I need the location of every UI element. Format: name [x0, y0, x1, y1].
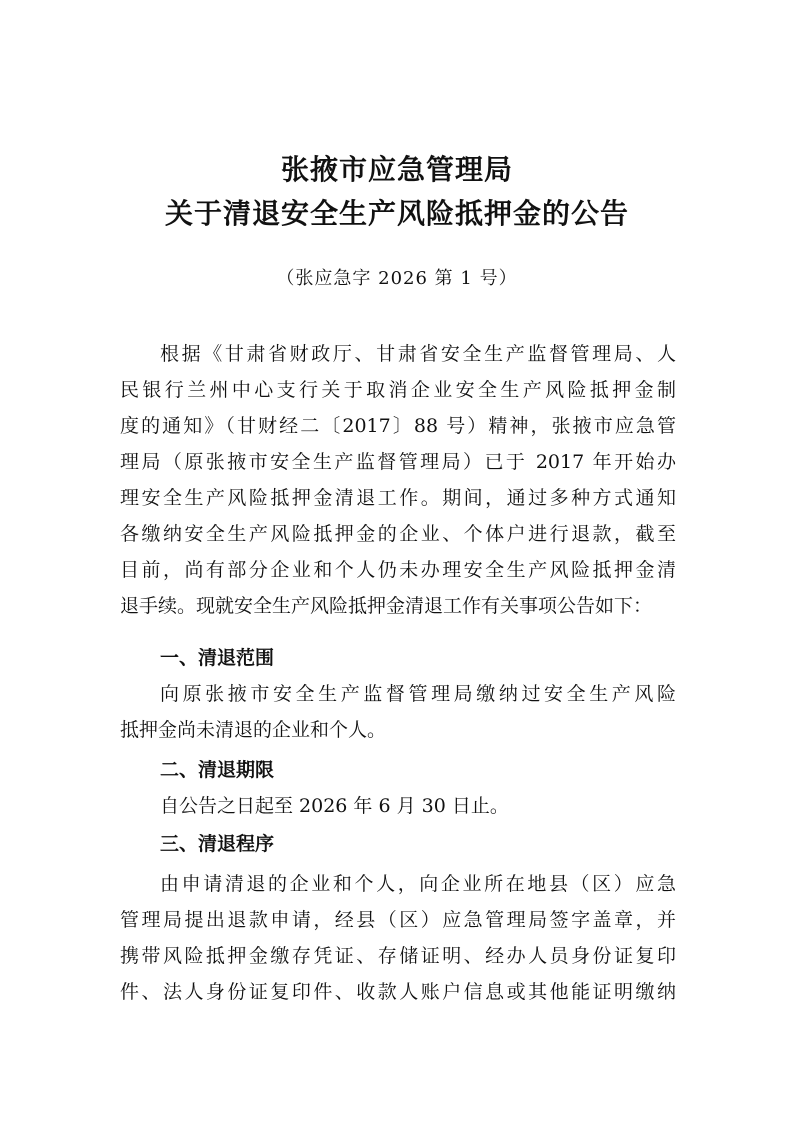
section-procedure-line: 管理局提出退款申请，经县（区）应急管理局签字盖章，并	[120, 909, 676, 931]
section-scope-line: 抵押金尚未清退的企业和个人。	[120, 719, 387, 741]
section-period-line: 自公告之日起至 2026 年 6 月 30 日止。	[160, 795, 509, 817]
section-procedure-line: 件、法人身份证复印件、收款人账户信息或其他能证明缴纳	[120, 981, 676, 1003]
section-scope-line: 向原张掖市安全生产监督管理局缴纳过安全生产风险	[160, 683, 676, 705]
section-heading-scope: 一、清退范围	[160, 647, 275, 669]
intro-paragraph-line: 民银行兰州中心支行关于取消企业安全生产风险抵押金制	[120, 379, 676, 401]
section-procedure-line: 由申请清退的企业和个人，向企业所在地县（区）应急	[160, 873, 676, 895]
intro-paragraph-line: 度的通知》（甘财经二〔2017〕88 号）精神，张掖市应急管	[120, 415, 676, 437]
section-heading-procedure: 三、清退程序	[160, 833, 275, 855]
intro-paragraph-line: 退手续。现就安全生产风险抵押金清退工作有关事项公告如下：	[120, 595, 653, 617]
document-title-line-1: 张掖市应急管理局	[280, 153, 513, 186]
intro-paragraph-line: 目前，尚有部分企业和个人仍未办理安全生产风险抵押金清	[120, 559, 676, 581]
section-heading-period: 二、清退期限	[160, 759, 275, 781]
intro-paragraph-line: 各缴纳安全生产风险抵押金的企业、个体户进行退款，截至	[120, 523, 676, 545]
intro-paragraph-line: 理局（原张掖市安全生产监督管理局）已于 2017 年开始办	[120, 451, 676, 473]
intro-paragraph-line: 根据《甘肃省财政厅、甘肃省安全生产监督管理局、人	[160, 343, 676, 365]
document-title-line-2: 关于清退安全生产风险抵押金的公告	[164, 197, 629, 230]
document-number: （张应急字 2026 第 1 号）	[276, 268, 518, 289]
section-procedure-line: 携带风险抵押金缴存凭证、存储证明、经办人员身份证复印	[120, 945, 676, 967]
intro-paragraph-line: 理安全生产风险抵押金清退工作。期间，通过多种方式通知	[120, 487, 676, 509]
